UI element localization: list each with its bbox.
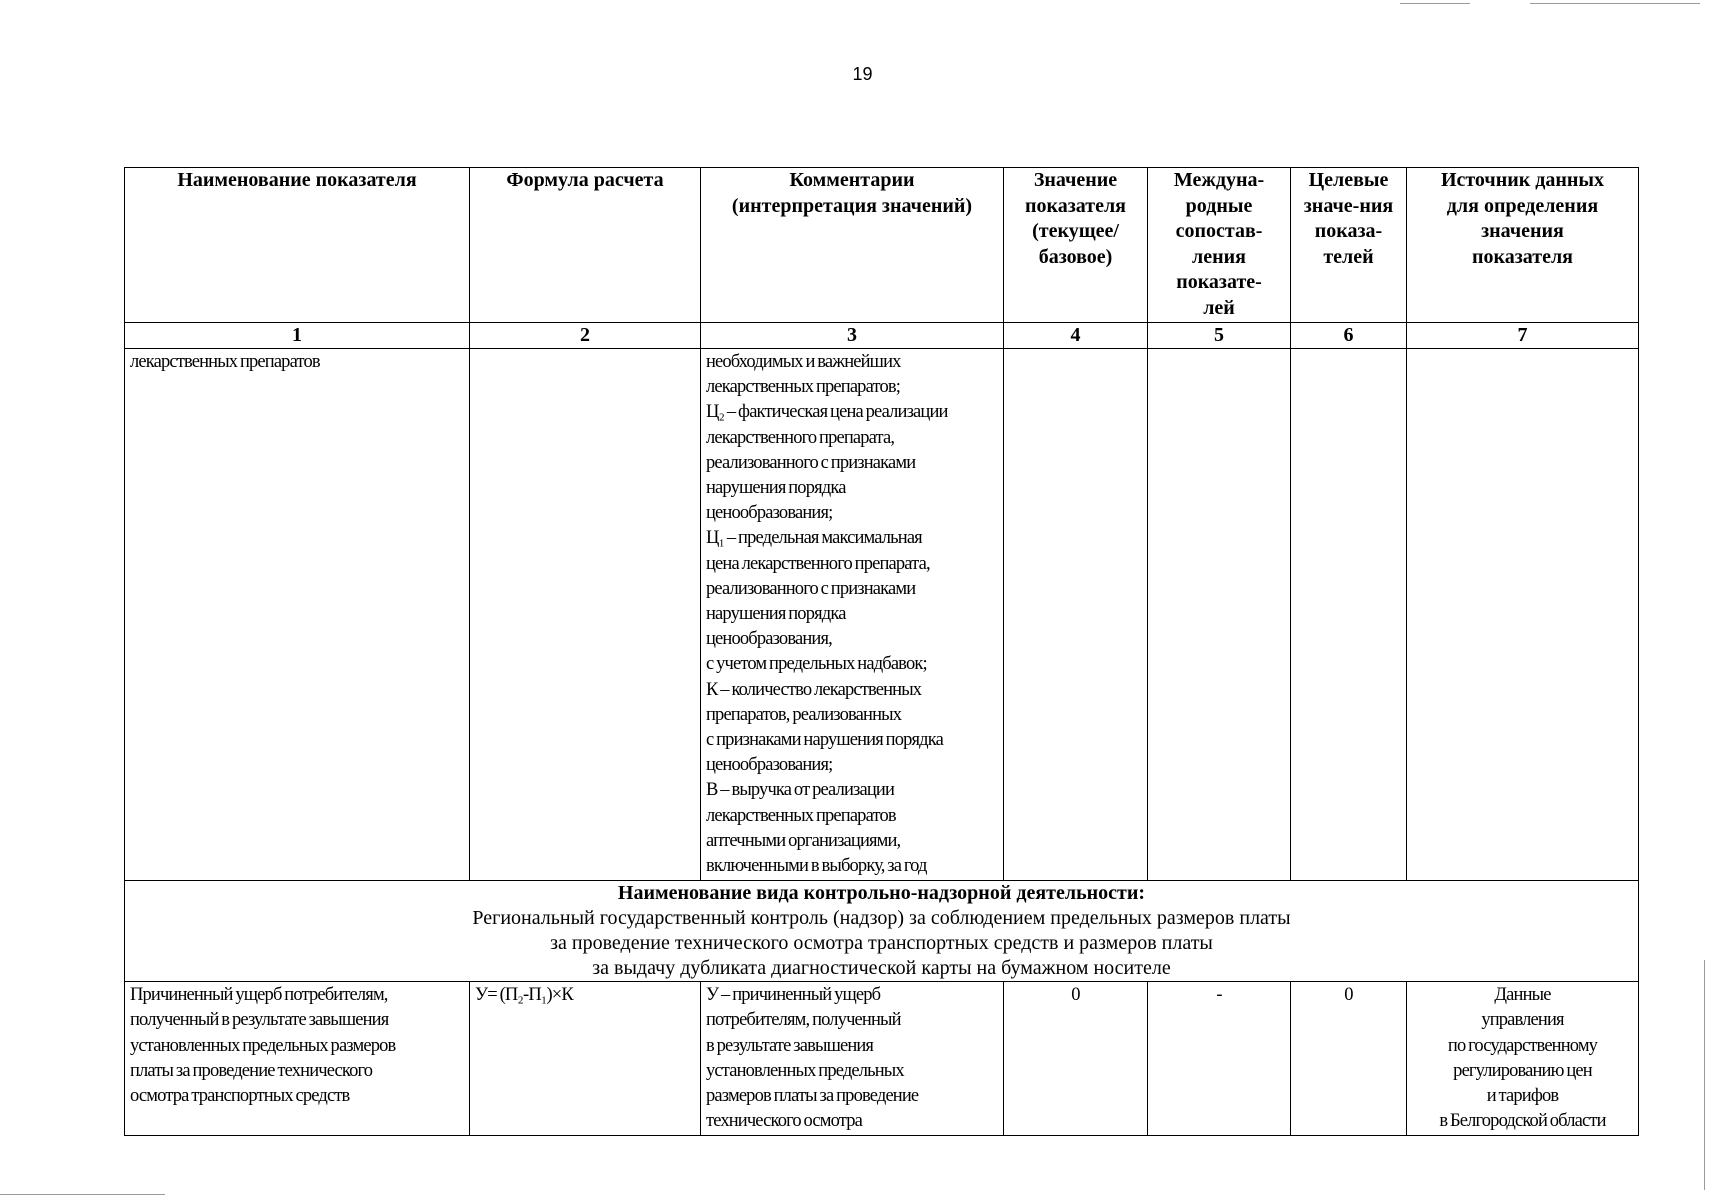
column-number: 5 (1148, 323, 1291, 349)
scan-artifact-line (1400, 3, 1470, 4)
section-title: Наименование вида контрольно-надзорной деятельности: (617, 882, 1146, 905)
header-indicator-name: Наименование показателя (125, 168, 470, 323)
indicator-name-cell: лекарственных препаратов (125, 349, 470, 881)
header-target: Целевые значе-ния показа- телей (1291, 168, 1407, 323)
column-numbers-row (125, 323, 1639, 349)
value-cell (1004, 349, 1148, 881)
header-international: Междуна- родные сопостав- ления показате- лей (1148, 168, 1291, 323)
page-number: 19 (852, 64, 873, 84)
column-number: 4 (1004, 323, 1148, 349)
column-number: 3 (701, 323, 1004, 349)
source-cell: Данные управления по государственному регулированию цен и тарифов в Белгородской области (1407, 982, 1639, 1136)
scan-artifact-line (1704, 960, 1705, 1190)
header-formula: Формула расчета (470, 168, 701, 323)
column-number: 1 (125, 323, 470, 349)
header-value: Значение показателя (текущее/ базовое) (1004, 168, 1148, 323)
international-cell (1148, 349, 1291, 881)
section-line: за выдачу дубликата диагностической карты на бумажном носителе (592, 957, 1171, 980)
section-header-row (125, 881, 1639, 982)
header-comments: Комментарии (интерпретация значений) (701, 168, 1004, 323)
column-number: 2 (470, 323, 701, 349)
comment-cell: необходимых и важнейших лекарственных препаратов; Ц₂ – фактическая цена реализации лекарственного препарата, реализованного с признаками нарушения порядка ценообразования; Ц₁ – предельная максимальная цена лекарственного препарата, реализованного с признаками нарушения порядка ценообразования, с учетом предельных надбавок; К – количество лекарственных препаратов, реализованных с признаками нарушения порядка ценообразования; В – выручка от реализации лекарственных препаратов аптечными организациями, включенными в выборку, за год (701, 349, 1004, 881)
indicator-name-cell: Причиненный ущерб потребителям, полученный в результате завышения установленных предельных размеров платы за проведение технического осмотра транспортных средств (125, 982, 470, 1136)
formula-cell: У= (П₂-П₁)×К (470, 982, 701, 1136)
target-cell: 0 (1291, 982, 1407, 1136)
header-source: Источник данных для определения значения показателя (1407, 168, 1639, 323)
scan-artifact-line (1530, 3, 1700, 4)
column-number: 6 (1291, 323, 1407, 349)
source-cell (1407, 349, 1639, 881)
table-row (125, 349, 1639, 881)
formula-cell (470, 349, 701, 881)
header-row (125, 168, 1639, 323)
section-header-cell (125, 881, 1639, 982)
section-line: Региональный государственный контроль (надзор) за соблюдением предельных размеров платы (472, 907, 1291, 930)
column-number: 7 (1407, 323, 1639, 349)
indicators-table (124, 167, 1639, 1136)
scan-artifact-line (0, 1194, 165, 1195)
section-line: за проведение технического осмотра транспортных средств и размеров платы (550, 932, 1213, 955)
target-cell (1291, 349, 1407, 881)
value-cell: 0 (1004, 982, 1148, 1136)
table-row (125, 982, 1639, 1136)
comment-cell: У – причиненный ущерб потребителям, полученный в результате завышения установленных предельных размеров платы за проведение технического осмотра (701, 982, 1004, 1136)
international-cell: - (1148, 982, 1291, 1136)
